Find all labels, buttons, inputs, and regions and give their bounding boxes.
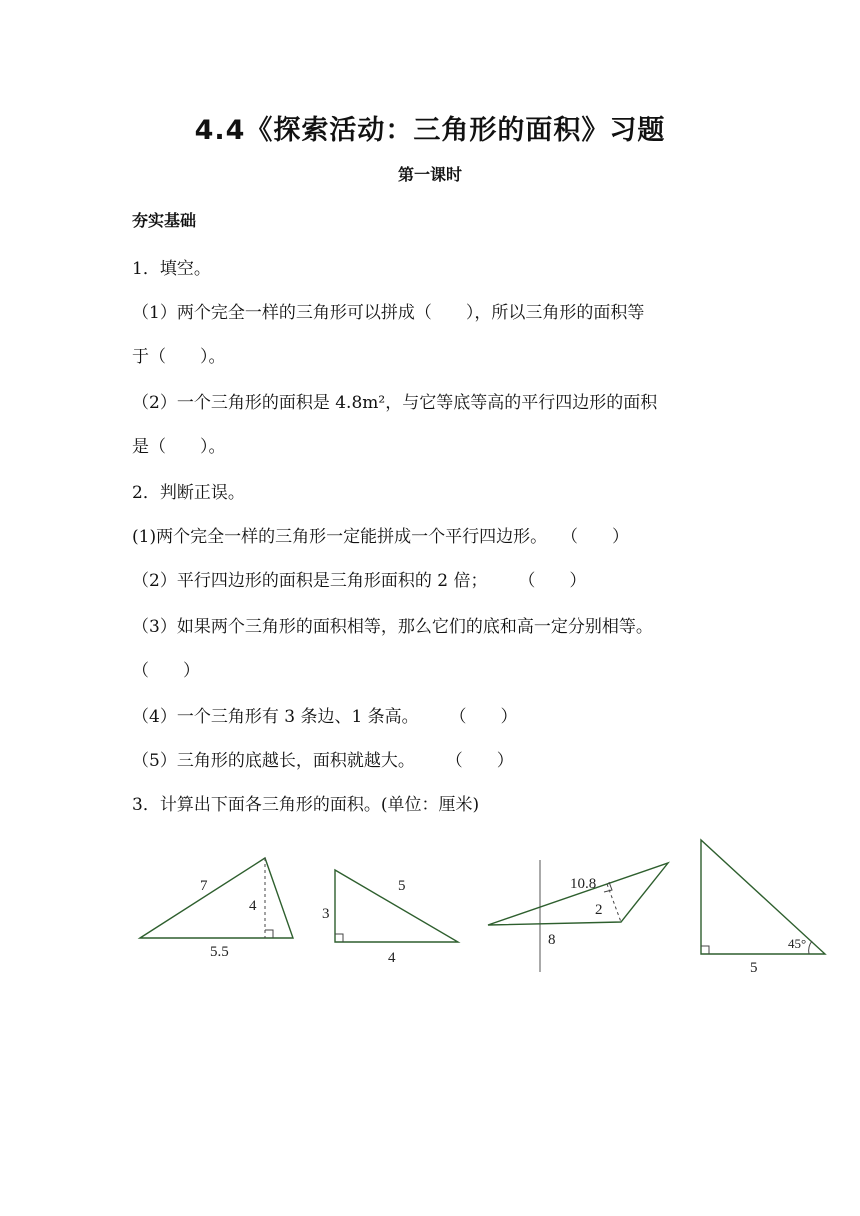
triangle-2 bbox=[322, 870, 458, 966]
t3-height-label: 2 bbox=[595, 902, 603, 918]
q2-item3-line1: （3）如果两个三角形的面积相等，那么它们的底和高一定分别相等。 bbox=[132, 617, 653, 637]
q1-item2-line1: （2）一个三角形的面积是 4.8m²，与它等底等高的平行四边形的面积 bbox=[132, 393, 658, 413]
q1-item1-line1: （1）两个完全一样的三角形可以拼成（ ），所以三角形的面积等 bbox=[132, 303, 645, 323]
triangle-3 bbox=[488, 860, 668, 972]
q2-item2: （2）平行四边形的面积是三角形面积的 2 倍； （ ） bbox=[132, 571, 587, 591]
triangle-4 bbox=[701, 840, 825, 976]
page-title: 4.4《探索活动：三角形的面积》习题 bbox=[194, 115, 666, 146]
triangle-figures bbox=[130, 830, 830, 984]
triangle-1 bbox=[140, 858, 293, 960]
q2-item5: （5）三角形的底越长，面积就越大。 （ ） bbox=[132, 751, 514, 771]
t1-side-label: 7 bbox=[200, 878, 208, 894]
q2-heading: 2．判断正误。 bbox=[132, 483, 245, 503]
t2-hyp-label: 5 bbox=[398, 878, 406, 894]
lesson-subtitle: 第一课时 bbox=[397, 165, 462, 184]
q2-item3-line2: （ ） bbox=[132, 661, 200, 681]
q1-item1-line2: 于（ ）。 bbox=[132, 347, 226, 367]
q3-heading: 3．计算出下面各三角形的面积。(单位：厘米) bbox=[132, 795, 480, 815]
t1-height-label: 4 bbox=[249, 898, 257, 914]
t4-base-label: 5 bbox=[750, 960, 758, 976]
q1-item2-line2: 是（ ）。 bbox=[132, 437, 226, 457]
t4-angle-label: 45° bbox=[788, 936, 807, 951]
section-heading: 夯实基础 bbox=[132, 211, 197, 230]
t2-leg-a-label: 3 bbox=[322, 906, 330, 922]
q2-item4: （4）一个三角形有 3 条边、1 条高。 （ ） bbox=[132, 707, 518, 727]
q1-heading: 1．填空。 bbox=[132, 259, 211, 279]
t2-leg-b-label: 4 bbox=[388, 950, 396, 966]
t3-base-label: 8 bbox=[548, 932, 556, 948]
q2-item1: (1)两个完全一样的三角形一定能拼成一个平行四边形。 （ ） bbox=[132, 527, 629, 547]
t1-base-label: 5.5 bbox=[210, 944, 229, 960]
t3-side-label: 10.8 bbox=[570, 876, 597, 892]
